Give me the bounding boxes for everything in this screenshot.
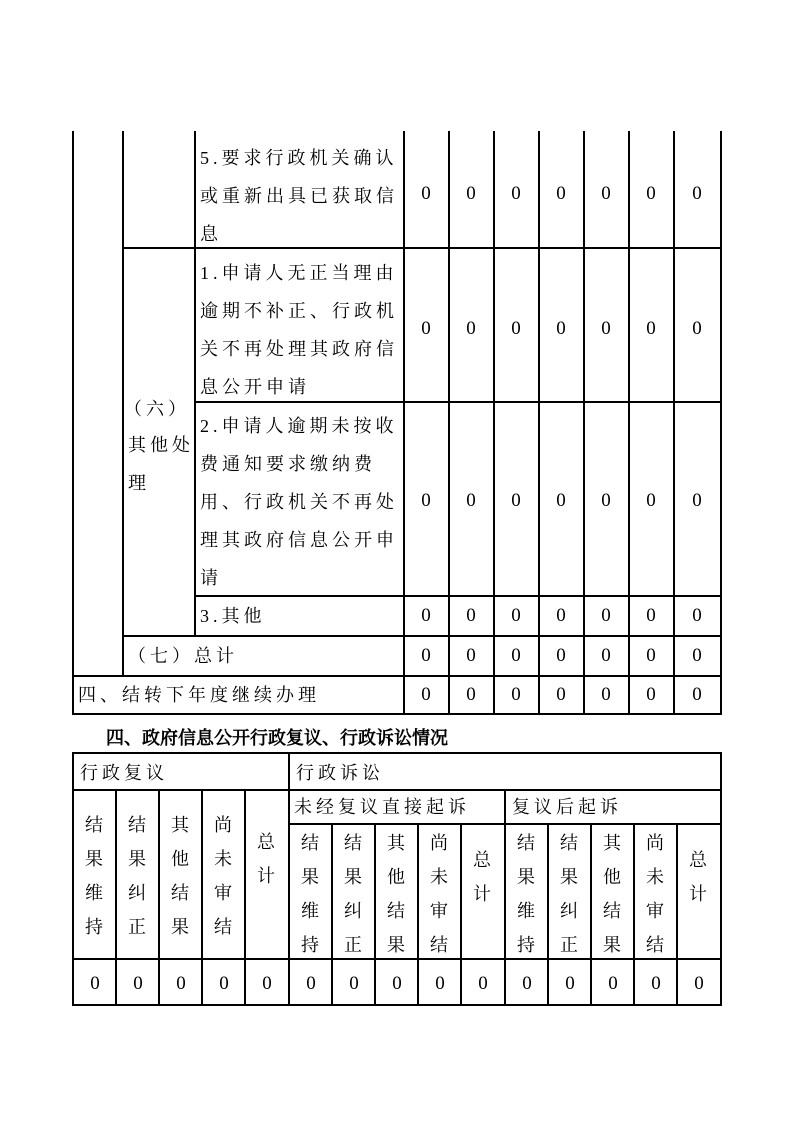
review-col-header-char: 结 bbox=[85, 815, 103, 835]
review-header: 行政复议 bbox=[80, 763, 168, 783]
group6-label-2: 其他处 bbox=[128, 435, 194, 455]
direct-col-header-5 bbox=[462, 843, 502, 911]
row5-line-1: 5.要求行政机关确认 bbox=[200, 148, 398, 168]
review-col-header-char: 结 bbox=[171, 883, 189, 903]
value-row62-col-6: 0 bbox=[646, 490, 656, 511]
review-col-header-char: 果 bbox=[171, 917, 189, 937]
value-row62-col-3: 0 bbox=[511, 490, 521, 511]
review-col-header-char: 正 bbox=[128, 917, 146, 937]
after-col-header-char: 结 bbox=[560, 833, 578, 853]
direct-col-header-char: 结 bbox=[387, 901, 405, 921]
value-row_carry-col-6: 0 bbox=[646, 684, 656, 705]
value-row61-col-7: 0 bbox=[692, 318, 702, 339]
value-row61-col-2: 0 bbox=[466, 318, 476, 339]
after-col-header-char: 结 bbox=[603, 901, 621, 921]
review-col-header-char: 纠 bbox=[128, 883, 146, 903]
value-row5-col-2: 0 bbox=[466, 183, 476, 204]
after-col-header-1 bbox=[506, 826, 546, 962]
direct-col-header-char: 正 bbox=[344, 935, 362, 955]
review-col-header-5 bbox=[246, 825, 286, 893]
table2-value-2: 0 bbox=[133, 973, 143, 994]
review-col-header-1 bbox=[74, 808, 114, 944]
value-row62-col-5: 0 bbox=[601, 490, 611, 511]
value-row5-col-7: 0 bbox=[692, 183, 702, 204]
after-col-header-char: 他 bbox=[603, 867, 621, 887]
table2-value-1: 0 bbox=[90, 973, 100, 994]
table2-value-12: 0 bbox=[565, 973, 575, 994]
row7-label: （七）总计 bbox=[128, 646, 238, 666]
review-col-header-char: 结 bbox=[128, 815, 146, 835]
value-row7-col-2: 0 bbox=[466, 645, 476, 666]
row62-line-5: 请 bbox=[200, 568, 222, 588]
table2-value-15: 0 bbox=[694, 973, 704, 994]
value-row7-col-3: 0 bbox=[511, 645, 521, 666]
direct-col-header-2 bbox=[333, 826, 373, 962]
value-row7-col-1: 0 bbox=[421, 645, 431, 666]
direct-col-header-3 bbox=[376, 826, 416, 962]
after-col-header-char: 果 bbox=[517, 867, 535, 887]
review-col-header-char: 结 bbox=[214, 917, 232, 937]
value-row_carry-col-4: 0 bbox=[556, 684, 566, 705]
value-row5-col-3: 0 bbox=[511, 183, 521, 204]
after-col-header-char: 果 bbox=[560, 867, 578, 887]
after-col-header-char: 纠 bbox=[560, 901, 578, 921]
group6-label-1: （六） bbox=[124, 399, 190, 419]
direct-col-header-char: 未 bbox=[430, 867, 448, 887]
review-col-header-char: 审 bbox=[214, 883, 232, 903]
review-col-header-char: 未 bbox=[214, 849, 232, 869]
direct-col-header-char: 其 bbox=[387, 833, 405, 853]
after-col-header-3 bbox=[592, 826, 632, 962]
value-row5-col-6: 0 bbox=[646, 183, 656, 204]
after-col-header-char: 尚 bbox=[646, 833, 664, 853]
value-row62-col-7: 0 bbox=[692, 490, 702, 511]
value-row61-col-4: 0 bbox=[556, 318, 566, 339]
row61-line-4: 息公开申请 bbox=[200, 377, 310, 397]
direct-col-header-char: 持 bbox=[301, 935, 319, 955]
after-col-header-char: 未 bbox=[646, 867, 664, 887]
review-col-header-char: 总 bbox=[257, 832, 275, 852]
row63-label: 3.其他 bbox=[200, 606, 266, 626]
value-row61-col-1: 0 bbox=[421, 318, 431, 339]
value-row_carry-col-1: 0 bbox=[421, 684, 431, 705]
table2-value-8: 0 bbox=[392, 973, 402, 994]
row62-line-4: 理其政府信息公开申 bbox=[200, 530, 398, 550]
direct-col-header-char: 结 bbox=[430, 935, 448, 955]
table2-value-10: 0 bbox=[478, 973, 488, 994]
row61-line-1: 1.申请人无正当理由 bbox=[200, 263, 398, 283]
row5-line-2: 或重新出具已获取信 bbox=[200, 186, 398, 206]
row5-line-3: 息 bbox=[200, 224, 222, 244]
value-row7-col-5: 0 bbox=[601, 645, 611, 666]
after-col-header-2 bbox=[549, 826, 589, 962]
value-row7-col-6: 0 bbox=[646, 645, 656, 666]
value-row63-col-5: 0 bbox=[601, 605, 611, 626]
direct-col-header-char: 审 bbox=[430, 901, 448, 921]
value-row62-col-1: 0 bbox=[421, 490, 431, 511]
value-row63-col-6: 0 bbox=[646, 605, 656, 626]
table2-value-9: 0 bbox=[435, 973, 445, 994]
review-col-header-char: 其 bbox=[171, 815, 189, 835]
after-col-header-char: 维 bbox=[517, 901, 535, 921]
review-col-header-2 bbox=[117, 808, 157, 944]
value-row7-col-7: 0 bbox=[692, 645, 702, 666]
direct-col-header-char: 维 bbox=[301, 901, 319, 921]
direct-col-header-char: 结 bbox=[344, 833, 362, 853]
value-row5-col-5: 0 bbox=[601, 183, 611, 204]
row61-line-3: 关不再处理其政府信 bbox=[200, 339, 398, 359]
after-col-header-char: 结 bbox=[517, 833, 535, 853]
value-row61-col-6: 0 bbox=[646, 318, 656, 339]
after-col-header-char: 总 bbox=[689, 850, 707, 870]
table2-value-7: 0 bbox=[349, 973, 359, 994]
after-col-header-char: 果 bbox=[603, 935, 621, 955]
table2-value-11: 0 bbox=[522, 973, 532, 994]
after-col-header-char: 计 bbox=[689, 884, 707, 904]
litigation-header: 行政诉讼 bbox=[296, 763, 384, 783]
direct-col-header-char: 果 bbox=[301, 867, 319, 887]
direct-col-header-char: 果 bbox=[387, 935, 405, 955]
row62-line-2: 费通知要求缴纳费 bbox=[200, 454, 376, 474]
direct-col-header-char: 计 bbox=[473, 884, 491, 904]
carry-over-label: 四、结转下年度继续办理 bbox=[78, 685, 320, 705]
value-row_carry-col-7: 0 bbox=[692, 684, 702, 705]
row62-line-1: 2.申请人逾期未按收 bbox=[200, 416, 398, 436]
review-col-header-char: 果 bbox=[85, 849, 103, 869]
after-col-header-char: 审 bbox=[646, 901, 664, 921]
value-row61-col-5: 0 bbox=[601, 318, 611, 339]
table2-value-14: 0 bbox=[651, 973, 661, 994]
direct-col-header-char: 他 bbox=[387, 867, 405, 887]
direct-col-header-char: 纠 bbox=[344, 901, 362, 921]
after-col-header-char: 持 bbox=[517, 935, 535, 955]
review-col-header-char: 他 bbox=[171, 849, 189, 869]
direct-col-header-1 bbox=[290, 826, 330, 962]
value-row63-col-1: 0 bbox=[421, 605, 431, 626]
value-row63-col-2: 0 bbox=[466, 605, 476, 626]
review-col-header-4 bbox=[203, 808, 243, 944]
review-col-header-char: 持 bbox=[85, 917, 103, 937]
value-row5-col-4: 0 bbox=[556, 183, 566, 204]
value-row7-col-4: 0 bbox=[556, 645, 566, 666]
table2-value-13: 0 bbox=[608, 973, 618, 994]
after-col-header-5 bbox=[678, 843, 718, 911]
table2-value-6: 0 bbox=[306, 973, 316, 994]
section-heading: 四、政府信息公开行政复议、行政诉讼情况 bbox=[106, 728, 448, 749]
table2-value-4: 0 bbox=[219, 973, 229, 994]
value-row5-col-1: 0 bbox=[421, 183, 431, 204]
value-row63-col-3: 0 bbox=[511, 605, 521, 626]
value-row62-col-4: 0 bbox=[556, 490, 566, 511]
after-col-header-char: 结 bbox=[646, 935, 664, 955]
table2-value-5: 0 bbox=[262, 973, 272, 994]
value-row61-col-3: 0 bbox=[511, 318, 521, 339]
group6-label-3: 理 bbox=[128, 473, 150, 493]
direct-suit-header: 未经复议直接起诉 bbox=[294, 797, 470, 817]
review-col-header-char: 维 bbox=[85, 883, 103, 903]
after-review-header: 复议后起诉 bbox=[512, 797, 622, 817]
after-col-header-char: 正 bbox=[560, 935, 578, 955]
value-row_carry-col-5: 0 bbox=[601, 684, 611, 705]
value-row_carry-col-3: 0 bbox=[511, 684, 521, 705]
direct-col-header-char: 总 bbox=[473, 850, 491, 870]
direct-col-header-char: 尚 bbox=[430, 833, 448, 853]
value-row63-col-7: 0 bbox=[692, 605, 702, 626]
row61-line-2: 逾期不补正、行政机 bbox=[200, 301, 398, 321]
review-col-header-char: 计 bbox=[257, 866, 275, 886]
after-col-header-4 bbox=[635, 826, 675, 962]
review-col-header-char: 尚 bbox=[214, 815, 232, 835]
after-col-header-char: 其 bbox=[603, 833, 621, 853]
direct-col-header-char: 结 bbox=[301, 833, 319, 853]
row62-line-3: 用、行政机关不再处 bbox=[200, 492, 398, 512]
value-row63-col-4: 0 bbox=[556, 605, 566, 626]
review-col-header-char: 果 bbox=[128, 849, 146, 869]
table2-value-3: 0 bbox=[176, 973, 186, 994]
value-row_carry-col-2: 0 bbox=[466, 684, 476, 705]
direct-col-header-4 bbox=[419, 826, 459, 962]
direct-col-header-char: 果 bbox=[344, 867, 362, 887]
value-row62-col-2: 0 bbox=[466, 490, 476, 511]
review-col-header-3 bbox=[160, 808, 200, 944]
